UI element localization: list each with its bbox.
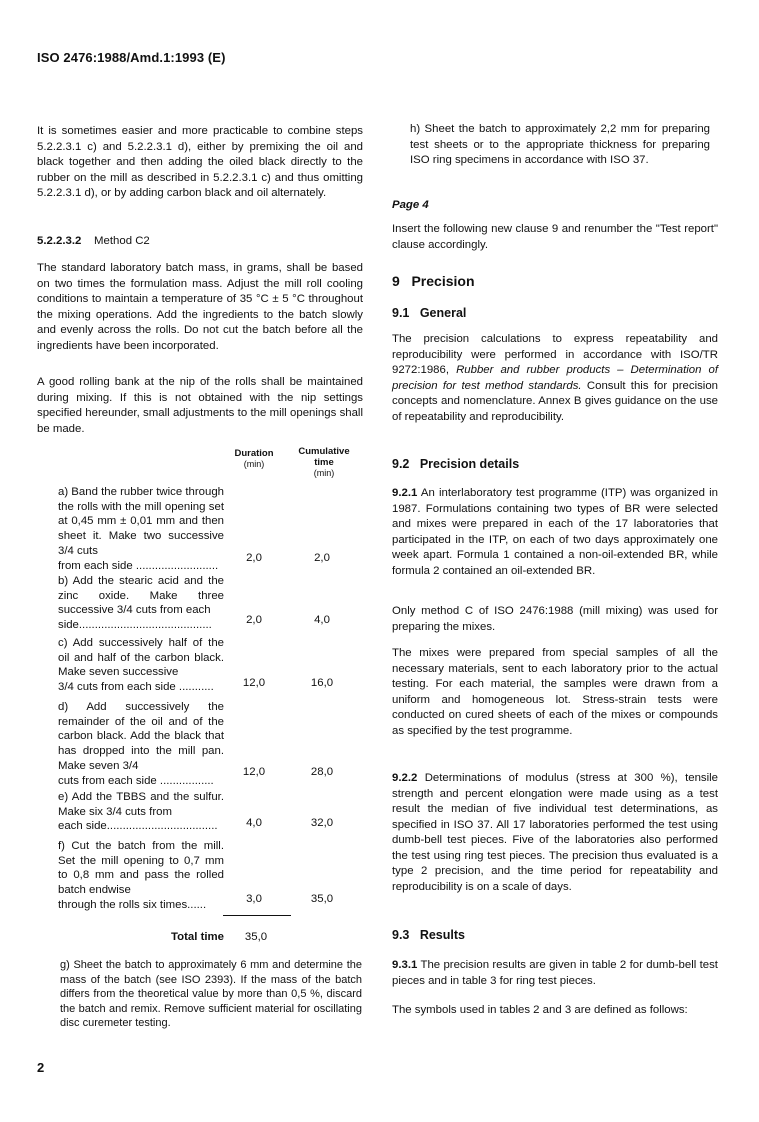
section-9-3-heading bbox=[392, 928, 718, 942]
cumulative-value: 35,0 bbox=[310, 893, 334, 905]
page-number: 2 bbox=[37, 1060, 45, 1075]
section-title: General bbox=[419, 306, 467, 320]
mixing-step-f bbox=[58, 839, 224, 913]
mixing-step-b bbox=[58, 574, 224, 633]
paragraph-number: 9.2.2 bbox=[392, 772, 418, 784]
cumulative-value: 2,0 bbox=[314, 552, 330, 564]
mixing-step-d bbox=[58, 700, 224, 788]
page-reference: Page 4 bbox=[392, 199, 429, 211]
paragraph-text: Determinations of modulus (stress at 300 %), tensile strength and percent elongation were made using as a test result the median of five individual test determinations, as specified in ISO 37. All 17 laboratories performed the test using dumb-bell test pieces. Five of the laboratories also performed the test using ring test pieces. The precision thus evaluated is a type 2 precision, and the time period for repeatability and reproducibility is on a scale of days. bbox=[392, 772, 718, 893]
section-title: Precision details bbox=[419, 457, 520, 471]
section-number: 9 bbox=[392, 273, 400, 289]
method-c-paragraph: Only method C of ISO 2476:1988 (mill mixing) was used for preparing the mixes. bbox=[392, 605, 718, 633]
general-text-a: The precision calculations to express repeatability and reproducibility were performed in accordance with ISO/TR 9272:1986, bbox=[392, 333, 718, 376]
duration-label: Duration bbox=[234, 448, 274, 459]
step-last-line: each side................................... bbox=[58, 820, 218, 833]
insert-note: Insert the following new clause 9 and renumber the "Test report" clause accordingly. bbox=[392, 223, 718, 251]
intro-paragraph: It is sometimes easier and more practicable to combine steps 5.2.2.3.1 c) and 5.2.2.3.1 d), either by premixing the oil and black together and then adding the oiled black directly to the rubber on the mill as described in 5.2.2.3.1 c) and thus omitting 5.2.2.3.1 d), or by adding carbon black and oil alternately. bbox=[37, 125, 363, 199]
mixing-step-a bbox=[58, 485, 224, 573]
method-title: Method C2 bbox=[94, 235, 150, 247]
mixing-step-g: g) Sheet the batch to approximately 6 mm and determine the mass of the batch (see ISO 2393). If the mass of the batch differs from the theoretical value by more than 0,5 %, discard the batch and remix. Remove sufficient material for oscillating disc curemeter testing. bbox=[60, 959, 362, 1029]
cumulative-value: 16,0 bbox=[310, 677, 334, 689]
cumulative-value: 28,0 bbox=[310, 766, 334, 778]
duration-value: 2,0 bbox=[246, 614, 262, 626]
duration-value: 12,0 bbox=[242, 766, 266, 778]
step-body: b) Add the stearic acid and the zinc oxide. Make three successive 3/4 cuts from each bbox=[58, 575, 224, 617]
rolling-bank-paragraph: A good rolling bank at the nip of the rolls shall be maintained during mixing. If this is not obtained with the nip settings specified hereunder, small adjustments to the mill openings shall be made. bbox=[37, 376, 363, 435]
section-number: 9.1 bbox=[392, 306, 410, 320]
paragraph-9-3-1 bbox=[392, 958, 718, 989]
section-9-2-heading bbox=[392, 457, 718, 471]
mixing-step-h: h) Sheet the batch to approximately 2,2 mm for preparing test sheets or to the appropriate thickness for preparing ISO ring specimens in accordance with ISO 37. bbox=[410, 123, 710, 166]
total-rule bbox=[223, 915, 291, 916]
duration-column-header bbox=[226, 448, 282, 469]
section-title: Precision bbox=[411, 273, 475, 289]
mixing-step-c bbox=[58, 636, 224, 695]
batch-mass-paragraph: The standard laboratory batch mass, in grams, shall be based on two times the formulation mass. Adjust the mill roll cooling conditions to maintain a temperature of 35 °C ± 5 °C throughout the mixing operations. Add the ingredients to the batch slowly and evenly across the rolls. Do not cut the batch before all the ingredients have been incorporated. bbox=[37, 262, 363, 352]
step-body: e) Add the TBBS and the sulfur. Make six 3/4 cuts from bbox=[58, 791, 224, 818]
step-body: f) Cut the batch from the mill. Set the mill opening to 0,7 mm to 0,8 mm and pass the rolled batch endwise bbox=[58, 840, 224, 897]
section-title: Results bbox=[419, 928, 465, 942]
paragraph-text: An interlaboratory test programme (ITP) was organized in 1987. Formulations containing two types of BR were selected and mixes were prepared in each of the 17 laboratories that participated in the ITP, on each of two days approximately one week apart. Formula 1 contained a non-oil-extended BR, while formula 2 contained an oil-extended BR. bbox=[392, 487, 718, 577]
document-header: ISO 2476:1988/Amd.1:1993 (E) bbox=[37, 50, 226, 65]
paragraph-text: The precision results are given in table 2 for dumb-bell test pieces and in table 3 for ring test pieces. bbox=[392, 959, 718, 987]
cumulative-label-b: time bbox=[314, 457, 334, 468]
symbols-paragraph: The symbols used in tables 2 and 3 are defined as follows: bbox=[392, 1004, 688, 1016]
step-body: d) Add successively the remainder of the oil and of the carbon black. Add the black that has dropped into the mill pan. Make seven 3/4 bbox=[58, 701, 224, 772]
step-body: c) Add successively half of the oil and half of the carbon black. Make seven successive bbox=[58, 637, 224, 679]
method-c2-heading bbox=[37, 235, 363, 247]
cumulative-value: 4,0 bbox=[314, 614, 330, 626]
section-9-1-heading bbox=[392, 306, 718, 320]
mixes-paragraph: The mixes were prepared from special samples of all the necessary materials, sent to each laboratory prior to the actual testing. For each material, the samples were drawn from a uniform and homogeneous lot. Stress-strain tests were conducted on cured sheets of each of the mixes or compounds as specified by the test programme. bbox=[392, 647, 718, 737]
paragraph-number: 9.3.1 bbox=[392, 959, 418, 971]
cumulative-column-header bbox=[292, 446, 356, 478]
step-last-line: side.......................................... bbox=[58, 619, 212, 632]
paragraph-number: 9.2.1 bbox=[392, 487, 418, 499]
section-number: 9.3 bbox=[392, 928, 410, 942]
total-time-value: 35,0 bbox=[244, 931, 268, 943]
section-number: 9.2 bbox=[392, 457, 410, 471]
general-text-italic: Rubber and rubber products – Determination of precision for test method standards. bbox=[392, 364, 718, 392]
total-time-label: Total time bbox=[171, 931, 224, 943]
paragraph-9-2-1 bbox=[392, 486, 718, 579]
step-last-line: cuts from each side ................. bbox=[58, 774, 214, 787]
general-text-b: Consult this for precision concepts and nomenclature. Annex B gives guidance on the use of repeatability and reproducibility. bbox=[392, 379, 718, 423]
cumulative-value: 32,0 bbox=[310, 817, 334, 829]
mixing-step-e bbox=[58, 790, 224, 834]
duration-value: 4,0 bbox=[246, 817, 262, 829]
general-paragraph bbox=[392, 332, 718, 425]
step-last-line: 3/4 cuts from each side ........... bbox=[58, 681, 214, 694]
step-last-line: from each side .......................... bbox=[58, 559, 219, 572]
method-number: 5.2.2.3.2 bbox=[37, 235, 82, 247]
step-last-line: through the rolls six times...... bbox=[58, 898, 207, 911]
step-body: a) Band the rubber twice through the rolls with the mill opening set at 0,45 mm ± 0,01 mm and then sheet it. Make two successive 3/4 cuts bbox=[58, 486, 224, 557]
duration-value: 12,0 bbox=[242, 677, 266, 689]
cumulative-label-a: Cumulative bbox=[298, 446, 350, 457]
paragraph-9-2-2 bbox=[392, 771, 718, 895]
duration-value: 2,0 bbox=[246, 552, 262, 564]
duration-unit: (min) bbox=[243, 459, 265, 469]
cumulative-unit: (min) bbox=[313, 468, 335, 478]
duration-value: 3,0 bbox=[246, 893, 262, 905]
section-9-heading bbox=[392, 273, 718, 289]
